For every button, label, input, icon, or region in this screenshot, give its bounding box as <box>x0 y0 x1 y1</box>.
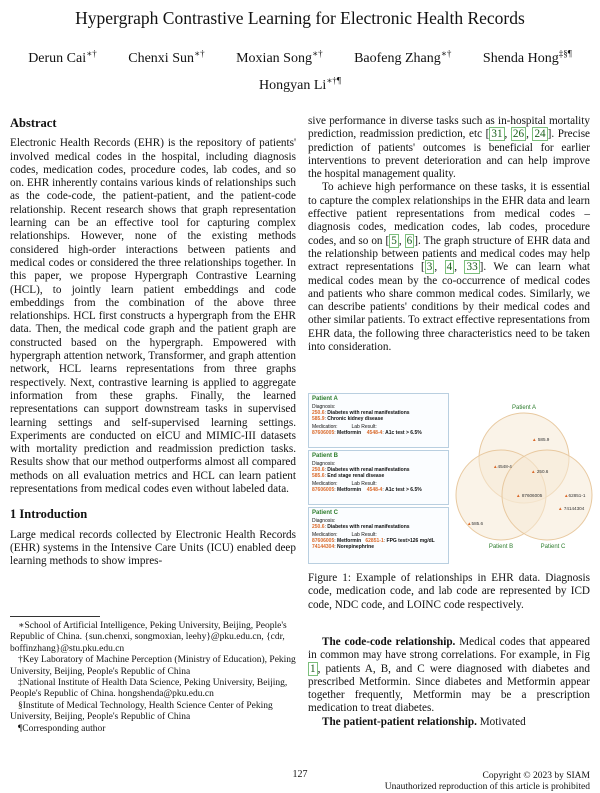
author: Chenxi Sun∗† <box>128 48 205 66</box>
footnote-rule <box>10 616 100 617</box>
citation-link[interactable]: 26 <box>512 128 525 141</box>
citation-link[interactable]: 4 <box>446 261 453 274</box>
author-list <box>0 42 600 97</box>
author: Moxian Song∗† <box>236 48 323 66</box>
code-code-section: The code-code relationship. Medical codes that appeared in common may have strong correlations. For example, in Fig 1 , patients A, B, and C were diagnosed with diabetes and prescribed Metformin. Since diabetes and Metformin appear together frequently, Metformin may be a prescription medication to treat diabetes. The patient-patient relationship. Motivated <box>308 636 590 728</box>
venn-code: ▲585.6 <box>467 521 484 526</box>
citation-link[interactable]: 3 <box>426 261 433 274</box>
section-heading: The code-code relationship. <box>322 636 456 648</box>
left-column <box>10 117 296 569</box>
venn-label: Patient C <box>540 544 566 550</box>
citation-link[interactable]: 5 <box>391 234 397 247</box>
right-column <box>308 115 590 354</box>
section-heading: The patient-patient relationship. <box>322 715 477 728</box>
author: Shenda Hong‡§¶ <box>482 48 572 66</box>
venn-label: Patient A <box>511 405 537 411</box>
venn-diagram <box>453 393 593 565</box>
abstract-heading: Abstract <box>10 116 57 130</box>
intro-text: Large medical records collected by Electronic Health Records (EHR) systems in the Intensive Care Units (ICU) enabled deep learning methods to show impres- <box>10 528 296 568</box>
citation-link[interactable]: 24 <box>534 128 546 141</box>
author: Derun Cai∗† <box>28 48 97 66</box>
figure-reference-link[interactable]: 1 <box>310 662 316 675</box>
patient-card: Patient B Diagnosis: 250.6: Diabetes with renal manifestations 585.6: End stage renal disease Medication: Lab Result: 87606005: Metformin 4548-4: A1c test > 6.5% <box>308 450 449 505</box>
abstract-text: Electronic Health Records (EHR) is the repository of patients' involved medical codes in the hospital, including diagnosis codes, medication codes, procedure codes, lab codes, and so on. EHR inherently contains various kinds of relationships such as the code-code, the patient-patient, and the patient-code relationship. Recent research shows that graph representation learning can be an effective tool for capturing complex relationships. However, none of the existing methods considered high-order interactions between patients and medical codes or considered the three relationships together. In this paper, we propose Hypergraph Contrastive Learning (HCL), to jointly learn patient embeddings and code embeddings from the combination of the above three relationships. HCL first constructs a hypergraph from the EHR data. Then, the medical code graph and the patient graph are constructed based on the hypergraph. Empowered with hypergraph attention network, Transformer, and graph attention network, HCL learns representations from three graphs respectively. Next, contrastive learning is applied to aggregate information from these graphs. Finally, the learned representations can support downstream tasks in supervised learning settings and self-supervised learning settings. Experiments are conducted on eICU and MIMIC-III datasets with mortality prediction and readmission prediction tasks. Results show that our method outperforms almost all compared methods on all evaluation metrics and HCL can learn patient representations from medical codes even without labeled data. <box>10 137 296 496</box>
footnote: §Institute of Medical Technology, Health Science Center of Peking University, Beijing, People's Republic of China <box>10 700 273 723</box>
footnote: ‡National Institute of Health Data Science, Peking University, Beijing, People's Republic of China. hongshenda@pku.edu.cn <box>10 678 288 700</box>
page-number: 127 <box>292 769 308 780</box>
patient-card: Patient A Diagnosis: 250.6: Diabetes with renal manifestations 585.9: Chronic kidney disease Medication: Lab Result: 87606005: Metformin 4548-4: A1c test > 6.5% <box>308 393 449 448</box>
venn-code: ▲4548-4 <box>493 464 512 469</box>
venn-code: ▲ 250.6 <box>531 469 549 474</box>
footnote: ¶Corresponding author <box>18 723 106 734</box>
paper-title: Hypergraph Contrastive Learning for Electronic Health Records <box>75 8 525 28</box>
citation-link[interactable]: 6 <box>406 234 413 247</box>
footnote: ∗School of Artificial Intelligence, Peking University, Beijing, People's Republic of China. {sun.chenxi, songmoxian, leehy}@pku.edu.cn, {cdr, boffinzhang}@stu.pku.edu.cn <box>10 621 287 654</box>
footnote: †Key Laboratory of Machine Perception (Ministry of Education), Peking University, Beijing, People's Republic of China <box>10 655 296 677</box>
citation-link[interactable]: 33 <box>466 261 478 274</box>
venn-code: ▲ 585.9 <box>532 437 550 442</box>
venn-code: ▲ 87606005 <box>516 493 543 498</box>
patient-card: Patient C Diagnosis: 250.6: Diabetes with renal manifestations Medication: Lab Result: 87606005: Metformin 62851-1: FPG test>126 mg/dL 74144304: Norepinephrine <box>308 507 449 564</box>
copyright-notice: Copyright © 2023 by SIAM Unauthorized reproduction of this article is prohibited <box>384 771 590 792</box>
author: Baofeng Zhang∗† <box>354 48 452 66</box>
intro-paragraph-2: To achieve high performance on these tasks, it is essential to capture the complex relationships in the EHR data and learn effective patient representations from medical codes – diagnosis codes, medication codes, lab codes, procedure codes, and so on [ 5 , 6 ]. The graph structure of EHR data and the relationship between patients and medical codes may help extract representations [ 3 , 4 , 33 ]. We can learn what medical codes mean by the co-occurrence of medical codes and patients who share common medical codes. Similarly, we can describe patients' conditions by their medical codes and other similar patients. To extract effective representations from EHR data, the following three characteristics need to be taken into consideration. <box>308 181 591 354</box>
footnotes <box>10 616 296 735</box>
author: Hongyan Li∗†¶ <box>259 75 341 94</box>
figure-1 <box>308 393 593 565</box>
citation-link[interactable]: 31 <box>491 128 503 141</box>
venn-code: ▲62851-1 <box>564 493 586 498</box>
intro-heading: 1 Introduction <box>10 507 88 522</box>
intro-continued: sive performance in diverse tasks such as in-hospital mortality prediction, readmission prediction, etc [ 31 , 26 , 24 ]. Precise prediction of patients' outcomes is beneficial for earlier interventions to prevent deterioration and can help improve the hospital management quality. <box>308 115 591 181</box>
figure-caption: Figure 1: Example of relationships in EHR data. Diagnosis code, medication code, and lab code are represented by ICD code, NDC code, and LOINC code respectively. <box>308 572 590 611</box>
venn-code: ▲ 74144304 <box>558 506 585 511</box>
venn-label: Patient B <box>488 544 514 550</box>
